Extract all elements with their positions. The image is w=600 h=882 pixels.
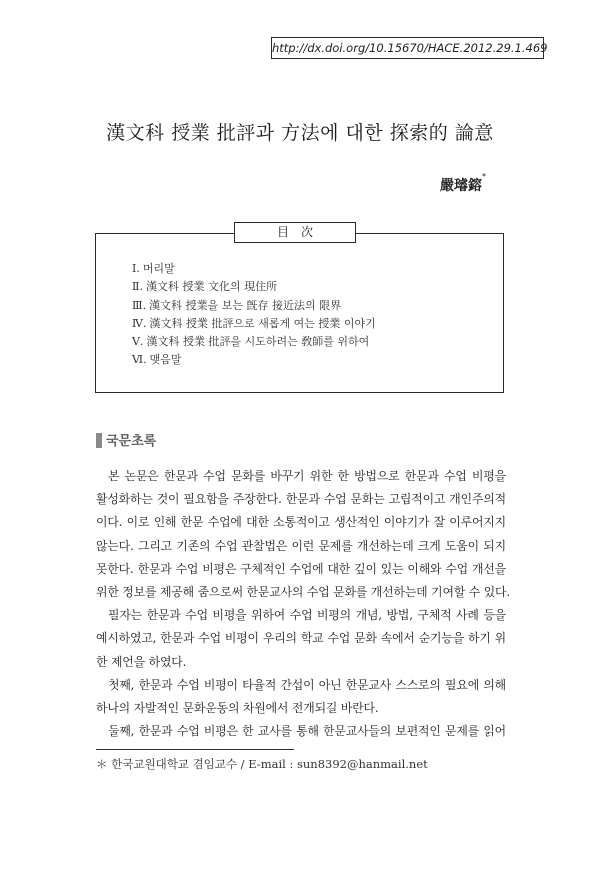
toc-item-number: Ⅰ. — [132, 262, 140, 275]
abstract-line: 필자는 한문과 수업 비평을 위하여 수업 비평의 개념, 방법, 구체적 사례 등을 — [108, 608, 506, 623]
toc-item-text: 漢文科 授業을 보는 旣存 接近法의 限界 — [149, 298, 342, 312]
abstract-line: 위한 정보를 제공해 줌으로써 한문교사의 수업 문화를 개선하는데 기여할 수 있다. — [96, 584, 511, 599]
toc-label: 目 次 — [234, 222, 356, 243]
toc-item-number: Ⅲ. — [132, 298, 147, 312]
abstract-line: 한 제언을 하였다. — [96, 654, 187, 669]
footnote-divider — [96, 749, 294, 750]
toc-item-number: Ⅵ. — [132, 353, 147, 367]
doi-link[interactable]: http://dx.doi.org/10.15670/HACE.2012.29.1.469 — [271, 37, 544, 59]
toc-item — [132, 260, 376, 278]
toc-item — [132, 351, 376, 369]
toc-item — [132, 278, 376, 296]
toc-item-number: Ⅱ. — [132, 280, 143, 294]
heading-bar-marker — [96, 433, 102, 448]
toc-item — [132, 297, 376, 315]
author-name — [440, 172, 486, 195]
author-footnote: ＊ 한국교원대학교 겸임교수 / E-mail : sun8392@hanmail.net — [96, 757, 428, 771]
toc-item-number: Ⅳ. — [132, 316, 147, 330]
abstract-line: 활성화하는 것이 필요함을 주장한다. 한문과 수업 문화는 고립적이고 개인주의적 — [96, 492, 506, 507]
toc-item — [132, 315, 376, 333]
abstract-line: 못한다. 한문과 수업 비평은 구체적인 수업에 대한 깊이 있는 이해와 수업 개선을 — [96, 561, 506, 576]
toc-list — [132, 260, 376, 370]
abstract-body — [96, 465, 511, 743]
abstract-line: 본 논문은 한문과 수업 문화를 바꾸기 위한 한 방법으로 한문과 수업 비평을 — [108, 469, 506, 483]
abstract-line: 않는다. 그리고 기존의 수업 관찰법은 이런 문제를 개선하는데 크게 도움이 되지 — [96, 538, 506, 553]
author-footnote-mark: * — [482, 172, 486, 181]
author-name-text: 嚴璿鎔 — [440, 178, 482, 194]
toc-item-text: 漢文科 授業 批評으로 새롭게 여는 授業 이야기 — [149, 316, 376, 330]
toc-item-text: 맺음말 — [149, 353, 182, 367]
abstract-heading — [96, 430, 156, 449]
toc-item-text: 漢文科 授業 文化의 現住所 — [145, 280, 278, 294]
toc-item — [132, 333, 376, 351]
abstract-line: 예시하였고, 한문과 수업 비평이 우리의 학교 수업 문화 속에서 순기능을 하기 위 — [96, 631, 506, 646]
abstract-line: 둘째, 한문과 수업 비평은 한 교사를 통해 한문교사들의 보편적인 문제를 읽어 — [108, 724, 506, 739]
toc-item-number: Ⅴ. — [132, 335, 144, 349]
abstract-line: 하나의 자발적인 문화운동의 차원에서 전개되길 바란다. — [96, 700, 379, 715]
paper-title: 漢文科 授業 批評과 方法에 대한 探索的 論意 — [106, 122, 494, 144]
abstract-line: 이다. 이로 인해 한문 수업에 대한 소통적이고 생산적인 이야기가 잘 이루어지지 — [96, 515, 506, 530]
toc-item-text: 머리말 — [142, 262, 175, 275]
toc-item-text: 漢文科 授業 批評을 시도하려는 敎師를 위하여 — [146, 335, 370, 349]
abstract-heading-text: 국문초록 — [106, 434, 157, 449]
abstract-line: 첫째, 한문과 수업 비평이 타율적 간섭이 아닌 한문교사 스스로의 필요에 의해 — [108, 677, 506, 692]
